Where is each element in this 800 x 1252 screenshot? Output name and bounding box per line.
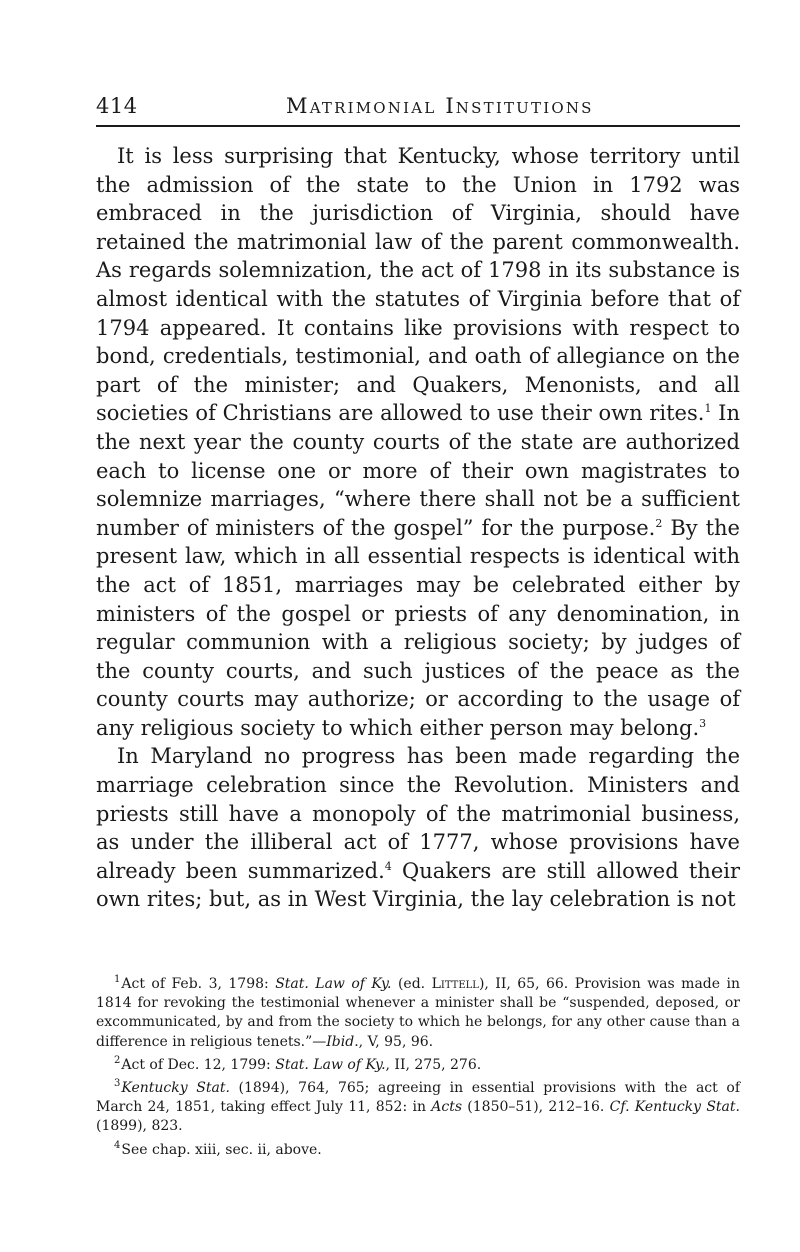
running-title: Matrimonial Institutions <box>286 94 594 118</box>
footnote: $^3$Kentucky Stat. (1894), 764, 765; agreeing in essential provisions with the act of March 24, 1851, taking effect July 11, 852: in Acts (1850–51), 212–16. Cf. Kentucky Stat. (1899), 823. <box>96 1078 740 1135</box>
page-header <box>96 88 740 128</box>
header-rule <box>96 125 696 127</box>
footnote: $^1$Act of Feb. 3, 1798: Stat. Law of Ky. (ed. Littell), II, 65, 66. Provision was made in 1814 for revoking the testimonial whenever a minister shall be “suspended, deposed, or excommunicated, by and from the society to which he belongs, for any other cause than a difference in religious tenets.”—Ibid., V, 95, 96. <box>96 974 740 1050</box>
footnote-ref: 1 <box>704 402 712 416</box>
footnote-ref: 3 <box>699 716 707 730</box>
body-text <box>96 142 740 914</box>
paragraph: In Maryland no progress has been made regarding the marriage celebration since the Revolution. Ministers and priests still have a monopoly of the matrimonial business, as under the illiberal act of 1777, whose provisions have already been summarized.$^4$ Quakers are still allowed their own rites; but, as in West Virginia, the lay celebration is not <box>96 744 741 912</box>
footnotes <box>96 975 740 1164</box>
footnote: $^2$Act of Dec. 12, 1799: Stat. Law of Ky., II, 275, 276. <box>114 1055 482 1073</box>
footnote-ref: 4 <box>384 859 392 873</box>
footnote-ref: 2 <box>655 516 663 530</box>
footnote: $^4$See chap. xiii, sec. ii, above. <box>114 1139 322 1158</box>
paragraph: It is less surprising that Kentucky, whose territory until the admission of the state to the Union in 1792 was embraced in the jurisdiction of Virginia, should have retained the matrimonial law of the parent commonwealth. As regards solemnization, the act of 1798 in its substance is almost identical with the statutes of Virginia before that of 1794 appeared. It contains like provisions with respect to bond, credentials, testimonial, and oath of allegiance on the part of the minister; and Quakers, Menonists, and all societies of Christians are allowed to use their own rites.$^1$ In the next year the county courts of the state are authorized each to license one or more of their own magistrates to solemnize marriages, “where there shall not be a sufficient number of ministers of the gospel” for the purpose.$^2$ By the present law, which in all essential respects is identical with the act of 1851, marriages may be celebrated either by ministers of the gospel or priests of any denomination, in regular communion with a religious society; by judges of the county courts, and such justices of the peace as the county courts may authorize; or according to the usage of any religious society to which either person may belong.$^3$ <box>96 144 740 740</box>
header-rule-end <box>696 125 740 127</box>
page-number: 414 <box>96 94 138 118</box>
